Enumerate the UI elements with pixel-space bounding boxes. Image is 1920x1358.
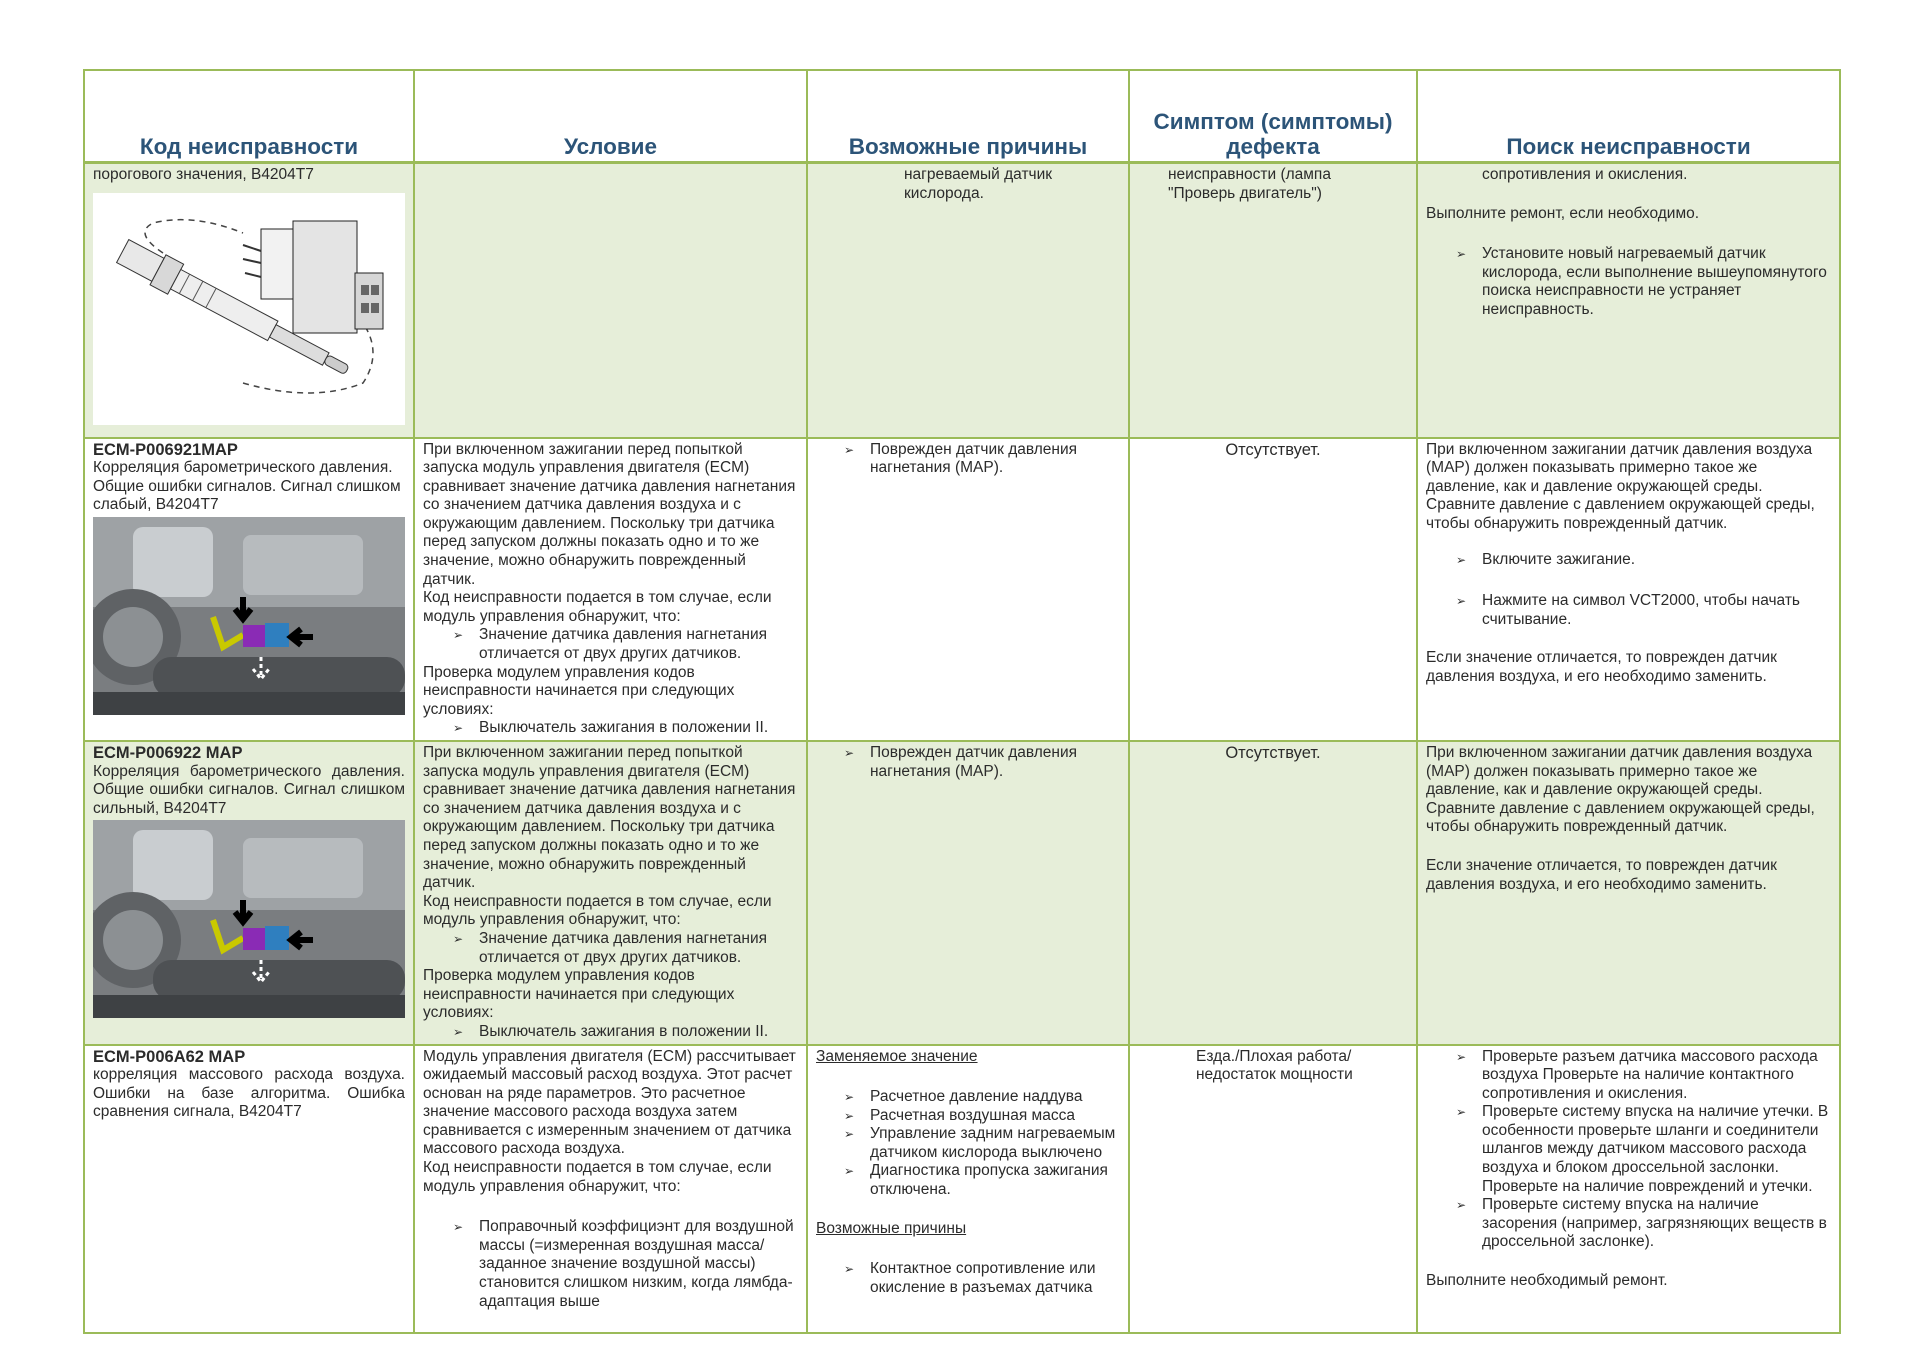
troubleshoot-para-2: Если значение отличается, то поврежден датчик давления воздуха, и его необходимо заменить. — [1426, 856, 1777, 893]
condition-para-2: Код неисправности подается в том случае, если модуль управления обнаружит, что: — [423, 892, 772, 929]
oxygen-sensor-image — [93, 193, 405, 425]
code-cell — [84, 163, 414, 438]
table-row — [84, 163, 1840, 438]
troubleshoot-list — [1426, 245, 1831, 319]
header-code: Код неисправности — [84, 70, 414, 163]
condition-para-1: При включенном зажигании перед попыткой запуска модуль управления двигателя (ECM) сравнивает значение датчика давления нагнетания со значением датчика давления воздуха и с окружающим давлением. Поскольку три датчика перед запуском должны показать одно и то же значение, можно обнаружить поврежденный датчик. — [423, 744, 796, 892]
causes-text: нагреваемый датчик кислорода. — [904, 166, 1053, 202]
condition-para-2: Код неисправности подается в том случае, если модуль управления обнаружит, что: — [423, 1159, 772, 1195]
condition-cell — [414, 163, 807, 438]
condition-cell — [414, 741, 807, 1045]
causes-list-2 — [816, 1260, 1120, 1297]
code-cell — [84, 1045, 414, 1333]
list-item: ➢ Управление задним нагреваемым датчиком кислорода выключено — [870, 1125, 1120, 1162]
condition-list — [423, 930, 798, 967]
code-description: Корреляция барометрического давления. Общие ошибки сигналов. Сигнал слишком слабый, B4204T7 — [93, 459, 401, 514]
table-row — [84, 438, 1840, 742]
causes-cell — [807, 1045, 1129, 1333]
header-causes: Возможные причины — [807, 70, 1129, 163]
list-item: ➢ Расчетная воздушная масса — [870, 1107, 1120, 1126]
troubleshoot-list — [1426, 551, 1831, 629]
code-title: ECM-P006922 MAP — [93, 744, 243, 762]
troubleshoot-para-1: При включенном зажигании датчик давления воздуха (MAP) должен показывать примерно такое же давление, как и давление окружающей среды. Сравните давление с давлением окружающей среды, чтобы обнаружить поврежденный датчик. — [1426, 744, 1815, 836]
troubleshoot-cell — [1417, 438, 1840, 742]
symptom-cell — [1129, 741, 1417, 1045]
symptom-cell — [1129, 438, 1417, 742]
header-row — [84, 70, 1840, 163]
fault-code-table — [83, 69, 1841, 1334]
list-item: ➢ Проверьте систему впуска на наличие утечки. В особенности проверьте шланги и соединители шлангов между датчиком массового расхода воздуха и блоком дроссельной заслонки. Проверьте на наличие повреждений и утечки. — [1482, 1103, 1831, 1196]
map-sensor-image — [93, 517, 405, 715]
troubleshoot-cell — [1417, 1045, 1840, 1333]
code-title: ECM-P006A62 MAP — [93, 1047, 246, 1066]
table-row — [84, 741, 1840, 1045]
condition-para-1: Модуль управления двигателя (ECM) рассчитывает ожидаемый массовый расход воздуха. Этот расчет основан на ряде параметров. Это расчетное значение массового расхода воздуха затем сравнивается с измеренным значением от датчика массового расхода воздуха. — [423, 1047, 796, 1158]
list-item: ➢ Диагностика пропуска зажигания отключена. — [870, 1162, 1120, 1199]
condition-para-1: При включенном зажигании перед попыткой запуска модуль управления двигателя (ECM) сравнивает значение датчика давления нагнетания со значением датчика давления воздуха и с окружающим давлением. Поскольку три датчика перед запуском должны показать одно и то же значение, можно обнаружить поврежденный датчик. — [423, 440, 796, 588]
list-item: ➢ Проверьте разъем датчика массового расхода воздуха Проверьте на наличие контактного сопротивления и окисления. — [1482, 1048, 1831, 1104]
troubleshoot-para-2: Выполните необходимый ремонт. — [1426, 1272, 1668, 1290]
troubleshoot-para-1: При включенном зажигании датчик давления воздуха (MAP) должен показывать примерно такое же давление, как и давление окружающей среды. Сравните давление с давлением окружающей среды, чтобы обнаружить поврежденный датчик. — [1426, 440, 1815, 532]
causes-cell — [807, 438, 1129, 742]
condition-list — [423, 719, 798, 738]
causes-list — [816, 744, 1120, 781]
list-item: ➢ Выключатель зажигания в положении II. — [479, 1023, 798, 1042]
code-cell — [84, 741, 414, 1045]
code-description: Корреляция барометрического давления. Общие ошибки сигналов. Сигнал слишком сильный, B4204T7 — [93, 762, 405, 817]
symptom-cell — [1129, 163, 1417, 438]
symptom-cell — [1129, 1045, 1417, 1333]
list-item: ➢ Нажмите на символ VCT2000, чтобы начать считывание. — [1482, 592, 1831, 629]
symptom-text: Отсутствует. — [1225, 440, 1321, 459]
list-item: ➢ Установите новый нагреваемый датчик кислорода, если выполнение вышеупомянутого поиска неисправности не устраняет неисправность. — [1482, 245, 1831, 319]
list-item: ➢ Расчетное давление наддува — [870, 1088, 1120, 1107]
causes-heading-1: Заменяемое значение — [816, 1047, 978, 1065]
code-description: порогового значения, B4204T7 — [93, 166, 314, 183]
code-cell — [84, 438, 414, 742]
troubleshoot-top: сопротивления и окисления. — [1482, 166, 1688, 183]
condition-list — [423, 626, 798, 663]
header-troubleshoot: Поиск неисправности — [1417, 70, 1840, 163]
list-item: ➢ Поврежден датчик давления нагнетания (MAP). — [870, 744, 1120, 781]
list-item: ➢ Значение датчика давления нагнетания отличается от двух других датчиков. — [479, 930, 798, 967]
header-symptom: Симптом (симптомы) дефекта — [1129, 70, 1417, 163]
code-description: корреляция массового расхода воздуха. Ошибки на базе алгоритма. Ошибка сравнения сигнала, B4204T7 — [93, 1066, 405, 1121]
symptom-text: неисправности (лампа "Проверь двигатель") — [1168, 166, 1331, 202]
causes-cell — [807, 741, 1129, 1045]
condition-list — [423, 1218, 798, 1311]
header-condition: Условие — [414, 70, 807, 163]
table-row — [84, 1045, 1840, 1333]
condition-cell — [414, 1045, 807, 1333]
list-item: ➢ Включите зажигание. — [1482, 551, 1831, 570]
list-item: ➢ Контактное сопротивление или окисление в разъемах датчика — [870, 1260, 1120, 1297]
troubleshoot-cell — [1417, 741, 1840, 1045]
condition-cell — [414, 438, 807, 742]
troubleshoot-cell — [1417, 163, 1840, 438]
map-sensor-image — [93, 820, 405, 1018]
symptom-text: Отсутствует. — [1225, 744, 1321, 762]
list-item: ➢ Поврежден датчик давления нагнетания (MAP). — [870, 441, 1120, 478]
condition-para-3: Проверка модулем управления кодов неисправности начинается при следующих условиях: — [423, 663, 735, 718]
list-item: ➢ Значение датчика давления нагнетания отличается от двух других датчиков. — [479, 626, 798, 663]
troubleshoot-para-2: Если значение отличается, то поврежден датчик давления воздуха, и его необходимо заменить. — [1426, 649, 1777, 685]
condition-para-3: Проверка модулем управления кодов неисправности начинается при следующих условиях: — [423, 967, 735, 1022]
condition-list — [423, 1023, 798, 1042]
list-item: ➢ Поправочный коэффициэнт для воздушной массы (=измеренная воздушная масса/заданное значение воздушной массы) становится слишком низким, когда лямбда-адаптация выше — [479, 1218, 798, 1311]
condition-para-2: Код неисправности подается в том случае, если модуль управления обнаружит, что: — [423, 589, 772, 625]
code-title: ECM-P006921MAP — [93, 440, 238, 459]
list-item: ➢ Проверьте систему впуска на наличие засорения (например, загрязняющих веществ в дроссельной заслонке). — [1482, 1196, 1831, 1252]
troubleshoot-list — [1426, 1048, 1831, 1253]
troubleshoot-repair: Выполните ремонт, если необходимо. — [1426, 204, 1700, 222]
causes-cell — [807, 163, 1129, 438]
causes-list — [816, 441, 1120, 478]
causes-heading-2: Возможные причины — [816, 1219, 967, 1237]
causes-list-1 — [816, 1088, 1120, 1200]
symptom-text: Езда./Плохая работа/недостаток мощности — [1196, 1047, 1353, 1084]
list-item: ➢ Выключатель зажигания в положении II. — [479, 719, 798, 738]
